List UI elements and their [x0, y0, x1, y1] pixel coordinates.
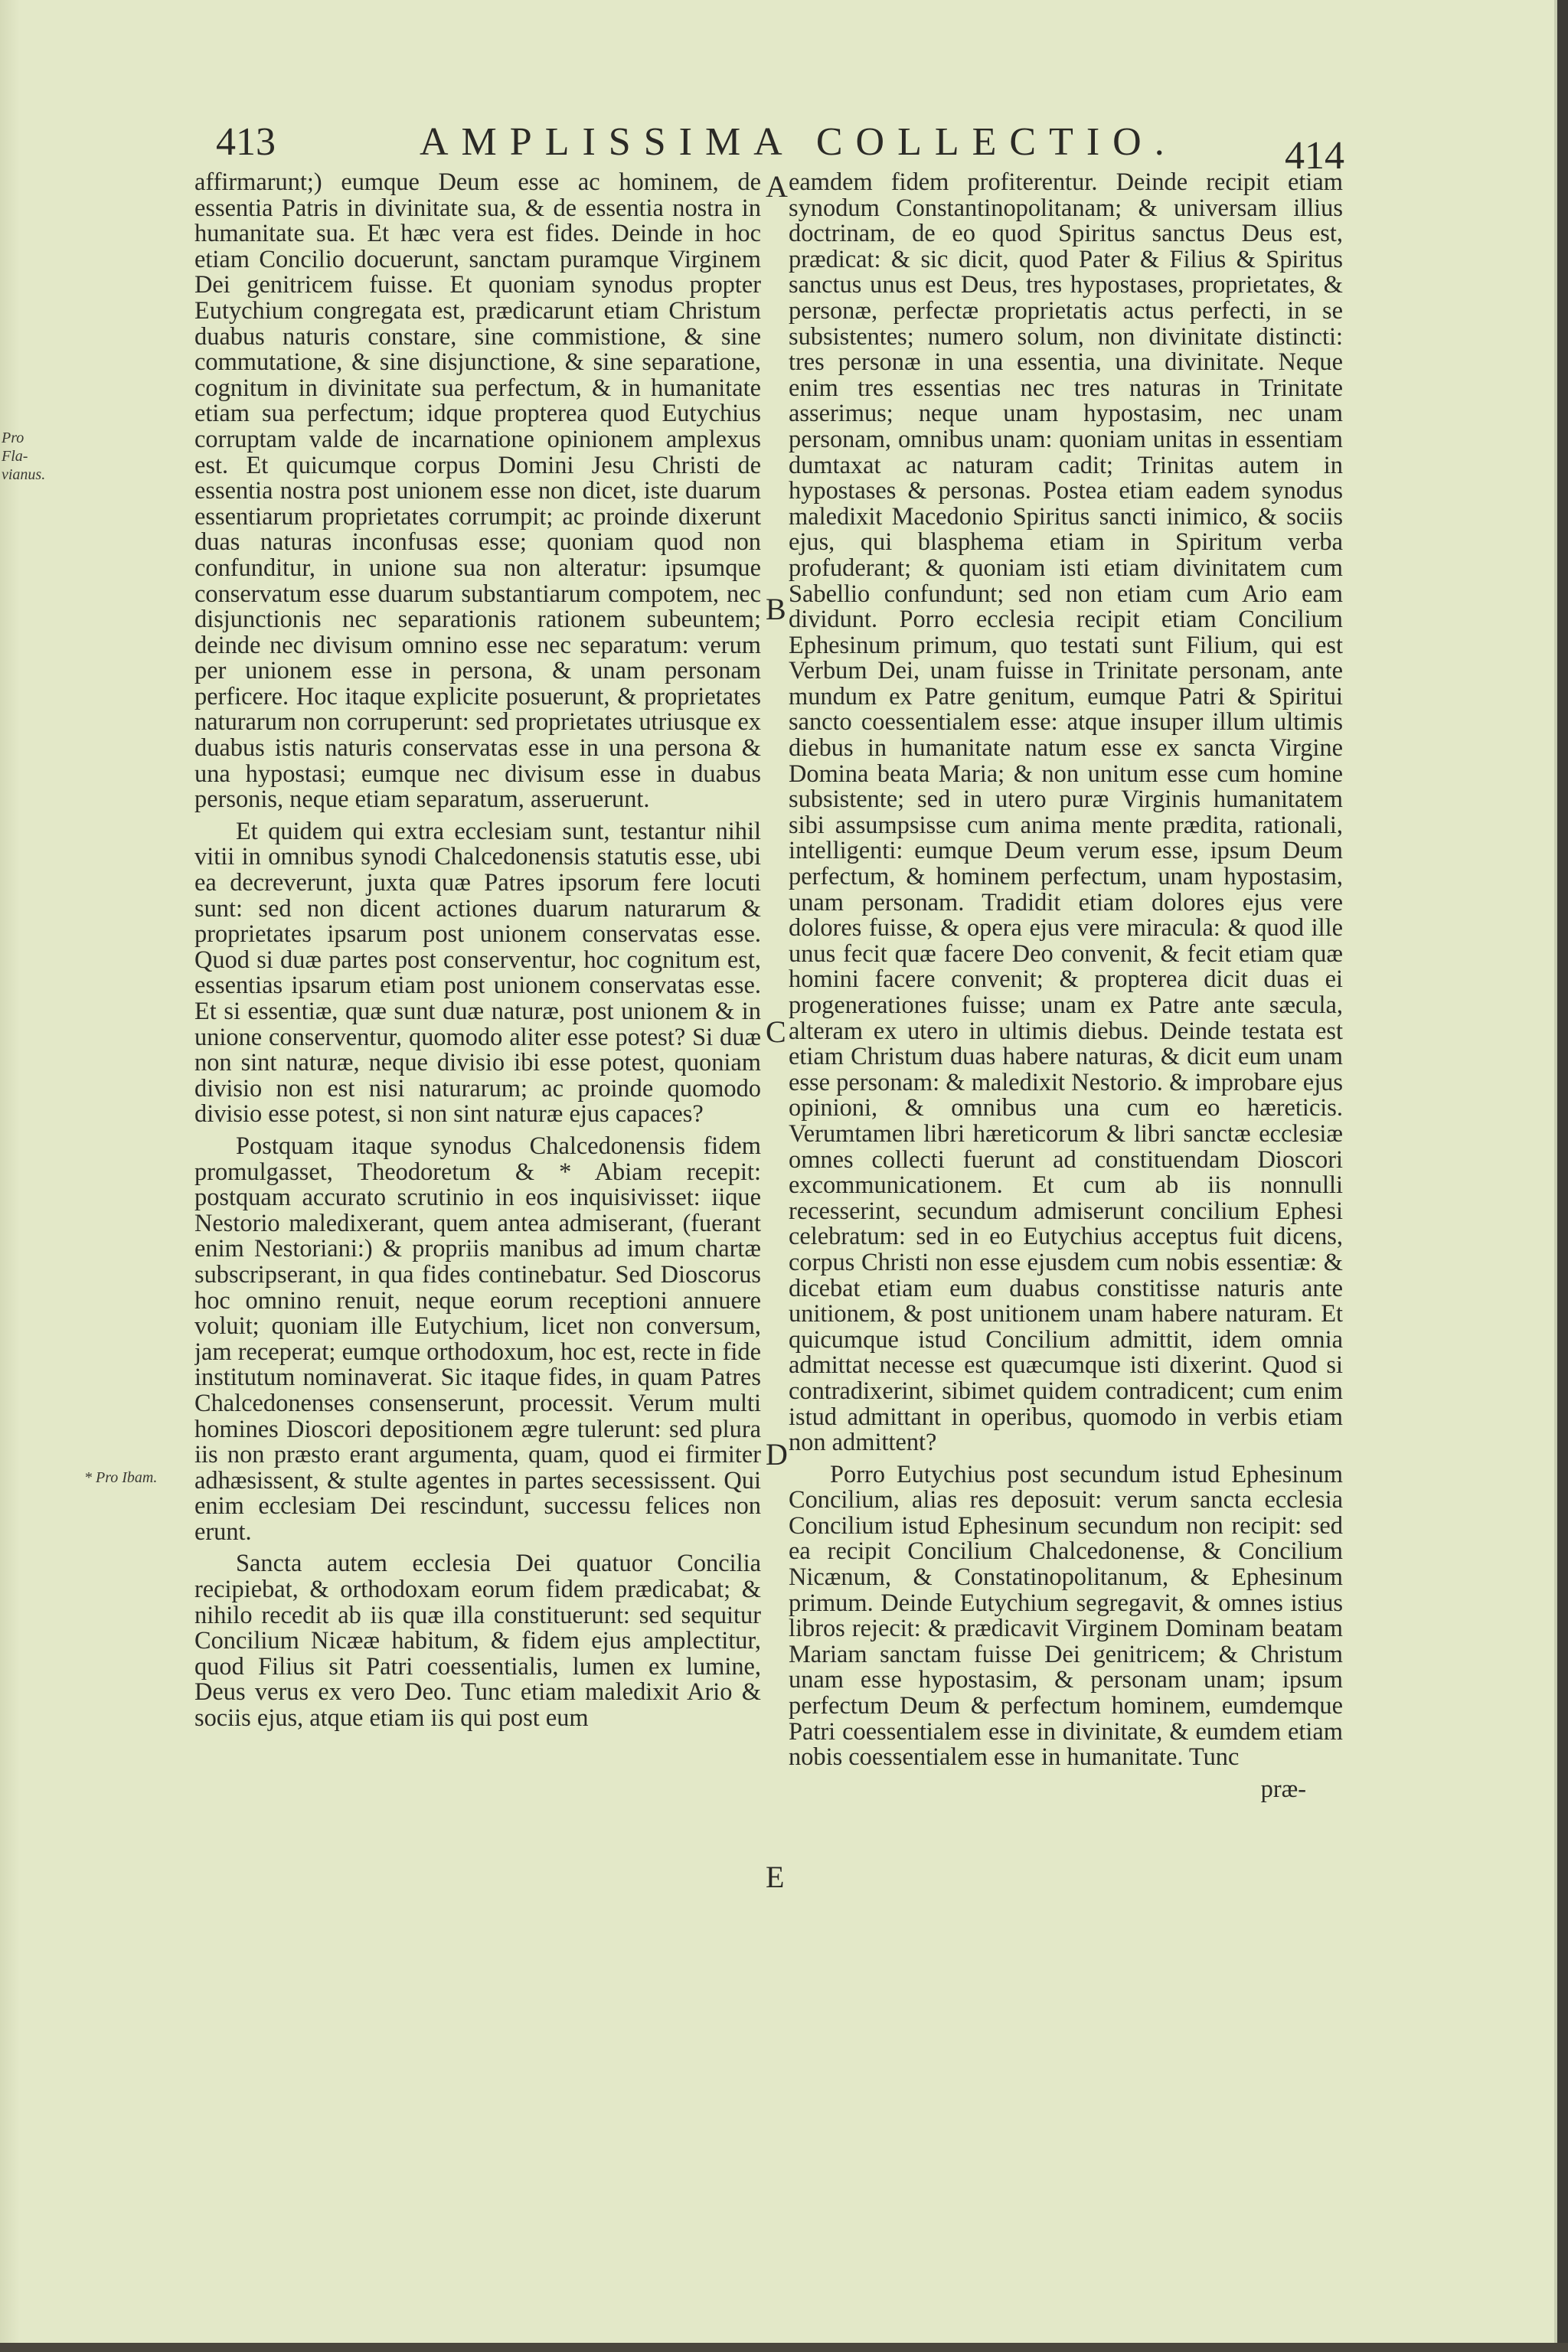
section-marker-d: D — [766, 1437, 788, 1472]
paragraph: Sancta autem ecclesia Dei quatuor Concilia recipiebat, & orthodoxam eorum fidem prædicabat; & nihilo recedit ab iis quæ illa constituerunt: sed sequitur Concilium Nicææ habitum, & fidem ejus amplectitur, quod Filius sit Patri coessentialis, lumen ex lumine, Deus verus ex vero Deo. Tunc etiam maledixit Ario & sociis ejus, atque etiam iis qui post eum — [194, 1550, 761, 1733]
page-number-right: 414 — [1285, 134, 1344, 178]
section-marker-e: E — [766, 1860, 785, 1894]
left-column — [194, 170, 761, 2252]
paragraph: affirmarunt;) eumque Deum esse ac hominem, de essentia Patris in divinitate sua, & de essentia nostra in humanitate sua. Et hæc vera est fides. Deinde in hoc etiam Concilio docuerunt, sanctam puramque Virginem Dei genitricem fuisse. Et quoniam synodus propter Eutychium congregata est, prædicarunt etiam Christum duabus naturis constare, sine commistione, & sine commutatione, & sine disjunctione, & sine separatione, cognitum in divinitate sua perfectum, & in humanitate etiam sua perfectum; idque propterea quod Eutychius corruptam valde de incarnatione opinionem amplexus est. Et quicumque corpus Domini Jesu Christi de essentia nostra post unionem esse non dicet, iste duarum essentiarum proprietates corrumpit; ac proinde dixerunt duas naturas inconfusas esse; quoniam quod non confunditur, in unione sua non alteratur: ipsumque conservatum esse duarum substantiarum compotem, nec disjunctionis nec separationis rationem subeuntem; deinde nec divisum omnino esse nec separatum: verum per unionem esse in persona, & unam personam perficere. Hoc itaque explicite posuerunt, & proprietates naturarum non corruperunt: sed proprietates utriusque ex duabus istis naturis conservatas esse in una persona & una hypostasi; eumque nec divisum esse in duabus personis, neque etiam separatum, asseruerunt. — [194, 170, 761, 814]
scan-bottom-edge — [0, 2343, 1568, 2352]
running-title: AMPLISSIMA COLLECTIO. — [420, 120, 1178, 164]
right-column — [789, 170, 1343, 2252]
paragraph: Et quidem qui extra ecclesiam sunt, testantur nihil vitii in omnibus synodi Chalcedonensis statutis esse, ubi ea decreverunt, juxta quæ Patres ipsorum fere locuti sunt: sed non dicent actiones duarum naturarum & proprietates ipsarum post unionem conservatas esse. Quod si duæ partes post conserventur, hoc cognitum est, essentias ipsarum etiam post unionem conservatas esse. Et si essentiæ, quæ sunt duæ naturæ, post unionem & in unione conserventur, quomodo aliter esse potest? Si duæ non sint naturæ, neque divisio ibi esse potest, quoniam divisio non est nisi naturarum; ac proinde quomodo divisio esse potest, si non sint naturæ ejus capaces? — [194, 817, 761, 1129]
paragraph: Postquam itaque synodus Chalcedonensis fidem promulgasset, Theodoretum & * Abiam recepit: postquam accurato scrutinio in eos inquisivisset: iique Nestorio maledixerant, quem antea admiserant, (fuerant enim Nestoriani:) & propriis manibus ad imum chartæ subscripserant, in qua fides continebatur. Sed Dioscorus hoc omnino renuit, neque eorum receptioni annuere voluit; quoniam ille Eutychium, licet non conversum, jam receperat; eumque orthodoxum, hoc est, recte in fide institutum nominaverat. Sic itaque fides, in quam Patres Chalcedonenses consenserunt, processit. Verum multi homines Dioscori depositionem ægre tulerunt: sed plura iis non præsto erant argumenta, quam, quod ei firmiter adhæsissent, & stulte agentes in partes secessissent. Qui enim ecclesiam Dei rescindunt, successu felices non erunt. — [194, 1132, 761, 1546]
page-binding-edge — [0, 0, 20, 2343]
margin-note-pro-flavianus: Pro Fla-vianus. — [2, 430, 46, 483]
section-marker-b: B — [766, 592, 786, 626]
paragraph: Porro Eutychius post secundum istud Ephesinum Concilium, alias res deposuit: verum sancta ecclesia Concilium istud Ephesinum secundum non recipit: sed ea recipit Concilium Chalcedonense, & Concilium Nicænum, & Constatinopolitanum, & Ephesinum primum. Deinde Eutychium segregavit, & omnes istius libros rejecit: & prædicavit Virginem Dominam beatam Mariam sanctam fuisse Dei genitricem; & Christum unam esse hypostasim, & personam unam; ipsum perfectum Deum & perfectum hominem, eumdemque Patri coessentialem esse in divinitate, & eumdem etiam nobis coessentialem esse in humanitate. Tunc — [789, 1460, 1343, 1772]
paragraph: eamdem fidem profiterentur. Deinde recipit etiam synodum Constantinopolitanam; & universam illius doctrinam, de eo quod Spiritus sanctus Deus est, prædicat: & sic dicit, quod Pater & Filius & Spiritus sanctus unus est Deus, tres hypostases, proprietates, & personæ, perfectæ proprietatis actus perfecti, in se subsistentes; numero solum, non divinitate distincti: tres personæ in una essentia, una divinitate. Neque enim tres essentias nec tres naturas in Trinitate asserimus; neque unam hypostasim, nec unam personam, omnibus unam: quoniam unitas in essentiam dumtaxat ac naturam cadit; Trinitas autem in hypostases & personas. Postea etiam eadem synodus maledixit Macedonio Spiritus sancti inimico, & sociis ejus, qui blasphema etiam in Spiritum verba profuderant; & quoniam isti etiam divinitatem cum Sabellio confundunt; sed non etiam cum Ario eam dividunt. Porro ecclesia recipit etiam Concilium Ephesinum primum, quo testati sunt Filium, qui est Verbum Dei, unam fuisse in Trinitate personam, ante mundum ex Patre genitum, eumque Patri & Spiritui sancto coessentialem esse: atque insuper illum ultimis diebus in humanitate natum esse ex sancta Virgine Domina beata Maria; & non unitum esse cum homine subsistente; sed in utero puræ Virginis humanitatem sibi assumpsisse cum anima mente prædita, rationali, intelligenti: eumque Deum verum esse, ipsum Deum perfectum, & hominem perfectum, unam hypostasim, unam personam. Tradidit etiam dolores ejus vere dolores fuisse, & opera ejus vere miracula: & quod ille unus fecit quæ facere Deo convenit, & fecit etiam quæ homini facere convenit; & propterea dicit duas ei progenerationes fuisse; unam ex Patre ante sæcula, alteram ex utero in ultimis diebus. Deinde testata est etiam Christum duas habere naturas, & dicit eum unam esse personam: & maledixit Nestorio. & improbare ejus opinioni, & omnibus una cum eo hæreticis. Verumtamen libri hæreticorum & libri sanctæ ecclesiæ omnes collecti fuerunt ad constituendam Dioscori excommunicationem. Et cum ab iis nonnulli recesserint, secundum admiserunt concilium Ephesi celebratum: sed in eo Eutychius acceptus fuit dicens, corpus Christi non esse ejusdem cum nobis essentiæ: & dicebat etiam eum duabus constitisse naturis ante unitionem, & post unitionem unam habere naturam. Et quicumque istud Concilium admittit, idem omnia admittat necesse est quæcumque isti dixerint. Quod si contradixerint, sibimet quidem contradicent; cum enim istud admittant in operibus, quomodo in verbis etiam non admittent? — [789, 170, 1343, 1457]
section-marker-a: A — [766, 169, 788, 204]
page-number-left: 413 — [216, 120, 276, 164]
margin-note-pro-ibam: * Pro Ibam. — [84, 1469, 158, 1486]
catchword: præ- — [1260, 1775, 1306, 1803]
section-marker-c: C — [766, 1014, 786, 1049]
